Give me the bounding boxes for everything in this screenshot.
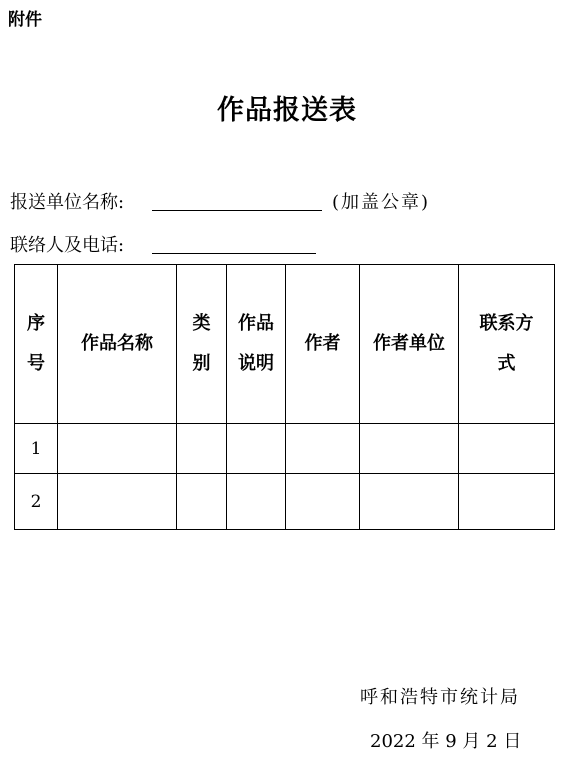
cell-description[interactable] [227,424,286,474]
header-work-name: 作品名称 [58,265,177,424]
unit-label: 报送单位名称: [10,192,125,213]
header-contact: 联系方式 [459,265,555,424]
cell-category[interactable] [177,474,227,530]
header-author: 作者 [286,265,360,424]
cell-work-name[interactable] [58,424,177,474]
header-index: 序号 [15,265,58,424]
cell-contact[interactable] [459,474,555,530]
unit-field [10,188,124,214]
header-category: 类别 [177,265,227,424]
cell-contact[interactable] [459,424,555,474]
row-index: 2 [15,474,58,530]
issue-date: 2022 年 9 月 2 日 [370,731,522,752]
table-header-row [15,265,555,424]
seal-note: (加盖公章) [332,192,431,213]
attachment-label: 附件 [8,10,42,30]
cell-author[interactable] [286,424,360,474]
cell-author-unit[interactable] [360,424,459,474]
contact-blank-line[interactable] [152,253,316,254]
table-row [15,424,555,474]
cell-category[interactable] [177,424,227,474]
issuing-organization: 呼和浩特市统计局 [360,687,520,708]
contact-field [10,231,124,257]
unit-blank-line[interactable] [152,210,322,211]
contact-label: 联络人及电话: [10,235,125,256]
header-description: 作品说明 [227,265,286,424]
cell-description[interactable] [227,474,286,530]
row-index: 1 [15,424,58,474]
cell-work-name[interactable] [58,474,177,530]
cell-author[interactable] [286,474,360,530]
submission-table [14,264,555,530]
cell-author-unit[interactable] [360,474,459,530]
header-author-unit: 作者单位 [360,265,459,424]
table-row [15,474,555,530]
form-title: 作品报送表 [217,95,357,126]
